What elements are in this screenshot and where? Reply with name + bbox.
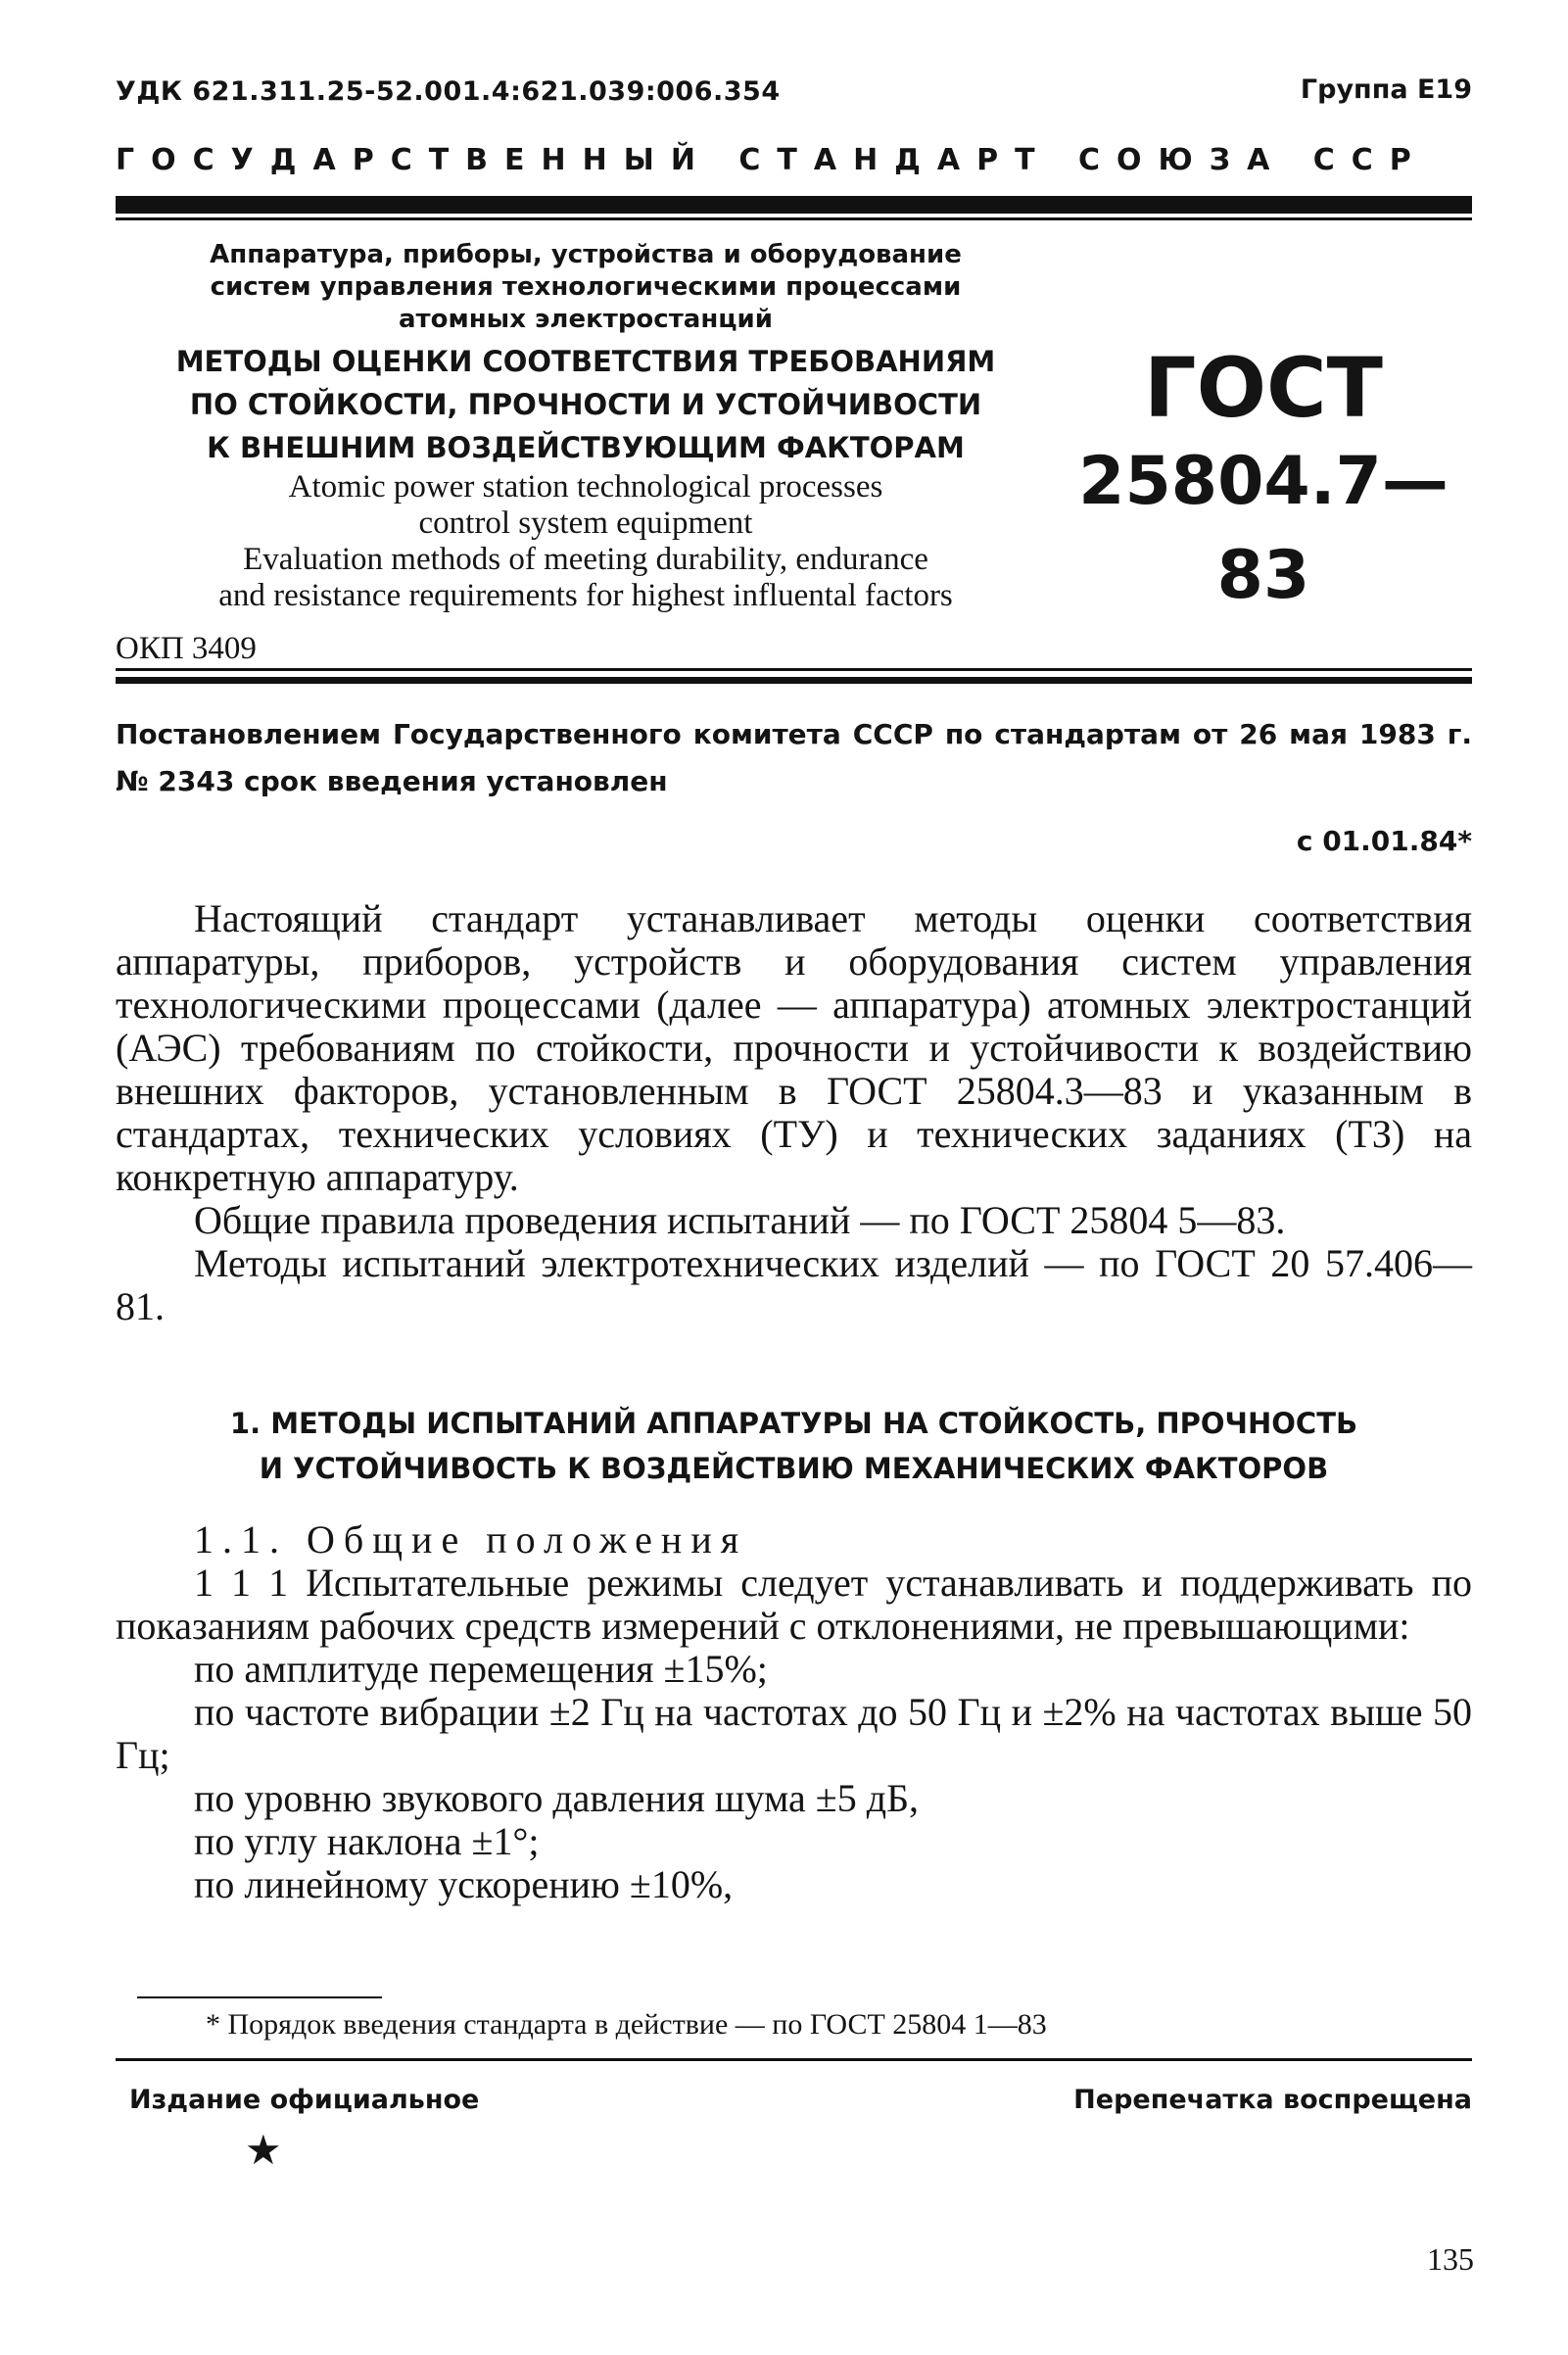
gost-designation: [1058, 341, 1469, 623]
okp-code: ОКП 3409: [116, 631, 257, 666]
title-english-line: Atomic power station technological processes: [288, 469, 883, 505]
state-standard-heading: ГОСУДАРСТВЕННЫЙ СТАНДАРТ СОЮЗА ССР: [116, 143, 1428, 177]
gost-word: ГОСТ: [1144, 340, 1383, 436]
okp-rule-thick: [116, 677, 1472, 684]
tolerance-item: по амплитуде перемещения ±15%;: [194, 1647, 768, 1691]
gost-number: 25804.7—83: [1078, 443, 1449, 614]
section-1-body: [116, 1518, 1472, 1906]
section-1-heading: [116, 1401, 1472, 1491]
title-english-line: and resistance requirements for highest influental factors: [218, 578, 953, 613]
title-english-line: Evaluation methods of meeting durability, endurance: [243, 542, 928, 577]
body-intro: [116, 897, 1472, 1328]
footer-rule: [116, 2058, 1472, 2061]
tolerance-item: по частоте вибрации ±2 Гц на частотах до 50 Гц и ±2% на частотах выше 50 Гц;: [116, 1690, 1472, 1777]
intro-paragraph: Настоящий стандарт устанавливает методы оценки соответствия аппаратуры, приборов, устройств и оборудования систем управления технологическими процессами (далее — аппаратура) атомных электростанций (АЭС) требованиям по стойкости, прочности и устойчивости к воздействию внешних факторов, установленным в ГОСТ 25804.3—83 и указанным в стандартах, технических условиях (ТУ) и технических заданиях (ТЗ) на конкретную аппаратуру.: [116, 896, 1472, 1199]
reprint-notice: Перепечатка воспрещена: [1073, 2085, 1472, 2115]
footnote-rule: [137, 1996, 382, 1998]
title-subject-line: Аппаратура, приборы, устройства и оборудование: [210, 240, 962, 269]
tolerance-item: по углу наклона ±1°;: [194, 1819, 540, 1863]
title-main-line: ПО СТОЙКОСТИ, ПРОЧНОСТИ И УСТОЙЧИВОСТИ: [189, 388, 982, 421]
group-code: Группа Е19: [1300, 74, 1472, 105]
section-heading-line: 1. МЕТОДЫ ИСПЫТАНИЙ АППАРАТУРЫ НА СТОЙКОСТЬ, ПРОЧНОСТЬ: [229, 1407, 1358, 1440]
title-subject-line: систем управления технологическими процессами: [210, 272, 962, 302]
star-icon: ★: [245, 2129, 282, 2174]
header-rule-thin: [116, 217, 1472, 220]
title-english-line: control system equipment: [418, 505, 753, 541]
title-main: [116, 340, 1056, 469]
tolerance-item: по уровню звукового давления шума ±5 дБ,: [194, 1776, 920, 1820]
title-main-line: К ВНЕШНИМ ВОЗДЕЙСТВУЮЩИМ ФАКТОРАМ: [207, 431, 965, 464]
effective-date: с 01.01.84*: [1296, 825, 1472, 857]
subsection-title: 1.1. Общие положения: [194, 1517, 748, 1562]
general-rules-paragraph: Общие правила проведения испытаний — по ГОСТ 25804 5—83.: [194, 1198, 1286, 1242]
header-rule-thick: [116, 196, 1472, 214]
title-subject-line: атомных электростанций: [398, 305, 773, 334]
tolerance-item: по линейному ускорению ±10%,: [194, 1862, 734, 1906]
title-main-line: МЕТОДЫ ОЦЕНКИ СООТВЕТСТВИЯ ТРЕБОВАНИЯМ: [175, 345, 996, 378]
udk-code: УДК 621.311.25-52.001.4:621.039:006.354: [116, 76, 781, 107]
methods-paragraph: Методы испытаний электротехнических изделий — по ГОСТ 20 57.406—81.: [116, 1241, 1472, 1328]
section-paragraph: 1 1 1 Испытательные режимы следует устанавливать и поддерживать по показаниям рабочих средств измерений с отклонениями, не превышающими:: [116, 1561, 1472, 1648]
resolution-text: Постановлением Государственного комитета СССР по стандартам от 26 мая 1983 г. № 2343 срок введения установлен: [116, 718, 1472, 797]
page-number: 135: [1427, 2241, 1474, 2277]
edition-label: Издание официальное: [129, 2085, 480, 2115]
title-block: [116, 239, 1056, 614]
okp-rule-thin: [116, 668, 1472, 671]
section-heading-line: И УСТОЙЧИВОСТЬ К ВОЗДЕЙСТВИЮ МЕХАНИЧЕСКИХ ФАКТОРОВ: [259, 1452, 1329, 1485]
footnote: * Порядок введения стандарта в действие — по ГОСТ 25804 1—83: [206, 2008, 1047, 2041]
